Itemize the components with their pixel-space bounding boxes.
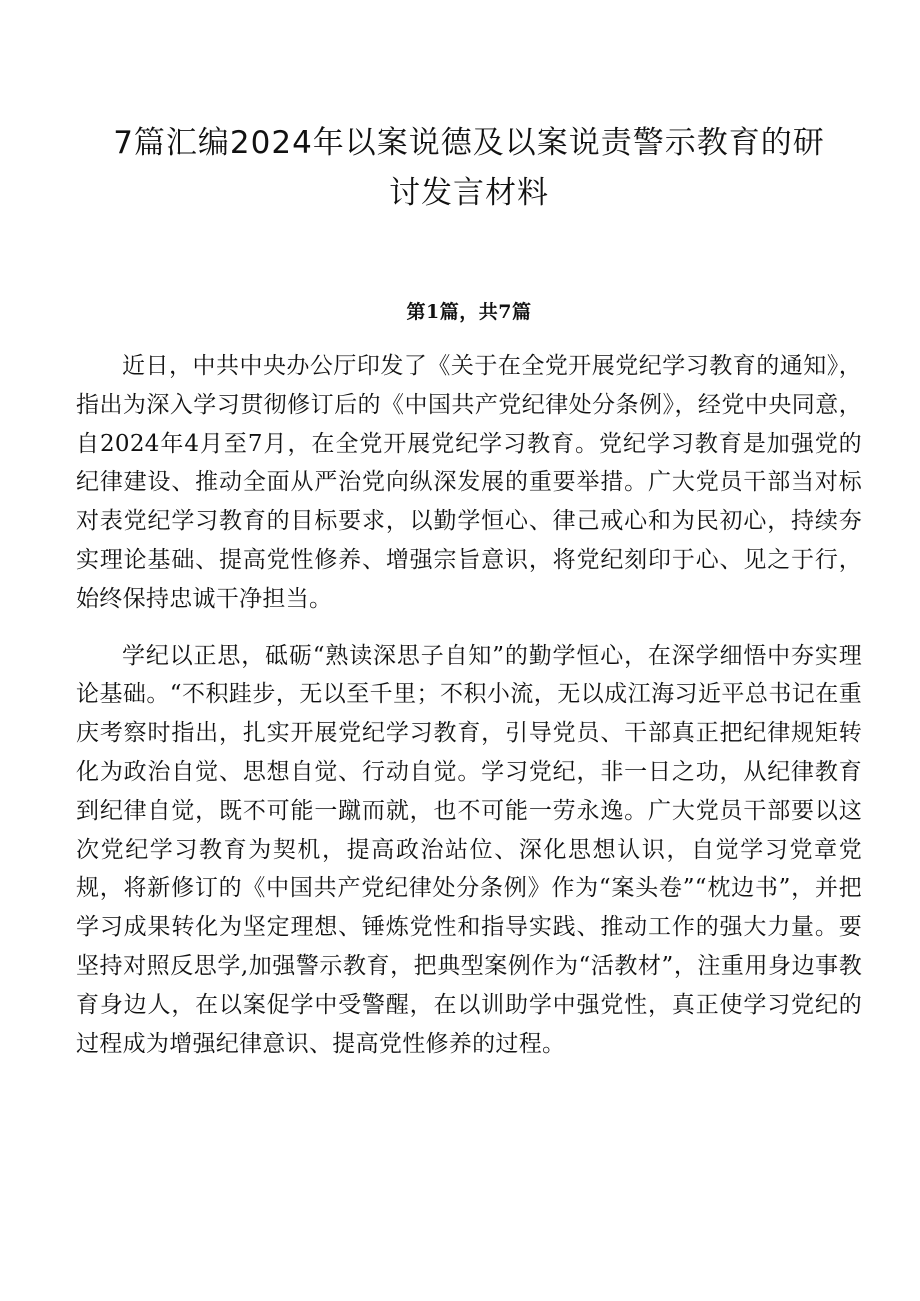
body-paragraph-2: 学纪以正思，砥砺“熟读深思子自知”的勤学恒心，在深学细悟中夯实理论基础。“不积跬步，无以至千里；不积小流，无以成江海习近平总书记在重庆考察时指出，扎实开展党纪学习教育，引导党员、干部真正把纪律规矩转化为政治自觉、思想自觉、行动自觉。学习党纪，非一日之功，从纪律教育到纪律自觉，既不可能一蹴而就，也不可能一劳永逸。广大党员干部要以这次党纪学习教育为契机，提高政治站位、深化思想认识，自觉学习党章党规，将新修订的《中国共产党纪律处分条例》作为“案头卷”“枕边书”，并把学习成果转化为坚定理想、锤炼党性和指导实践、推动工作的强大力量。要坚持对照反思学,加强警示教育，把典型案例作为“活教材”，注重用身边事教育身边人，在以案促学中受警醒，在以训助学中强党性，真正使学习党纪的过程成为增强纪律意识、提高党性修养的过程。 bbox=[76, 642, 862, 1057]
body-paragraph-1: 近日，中共中央办公厅印发了《关于在全党开展党纪学习教育的通知》，指出为深入学习贯彻修订后的《中国共产党纪律处分条例》，经党中央同意，自2024年4月至7月，在全党开展党纪学习教育。党纪学习教育是加强党的纪律建设、推动全面从严治党向纵深发展的重要举措。广大党员干部当对标对表党纪学习教育的目标要求，以勤学恒心、律己戒心和为民初心，持续夯实理论基础、提高党性修养、增强宗旨意识，将党纪刻印于心、见之于行，始终保持忠诚干净担当。 bbox=[76, 353, 862, 612]
document-title-line-1: 7篇汇编2024年以案说德及以案说责警示教育的研 bbox=[113, 125, 825, 161]
document-title-line-2: 讨发言材料 bbox=[389, 175, 549, 211]
document-title bbox=[76, 0, 862, 218]
section-heading: 第1篇，共7篇 bbox=[406, 301, 532, 323]
